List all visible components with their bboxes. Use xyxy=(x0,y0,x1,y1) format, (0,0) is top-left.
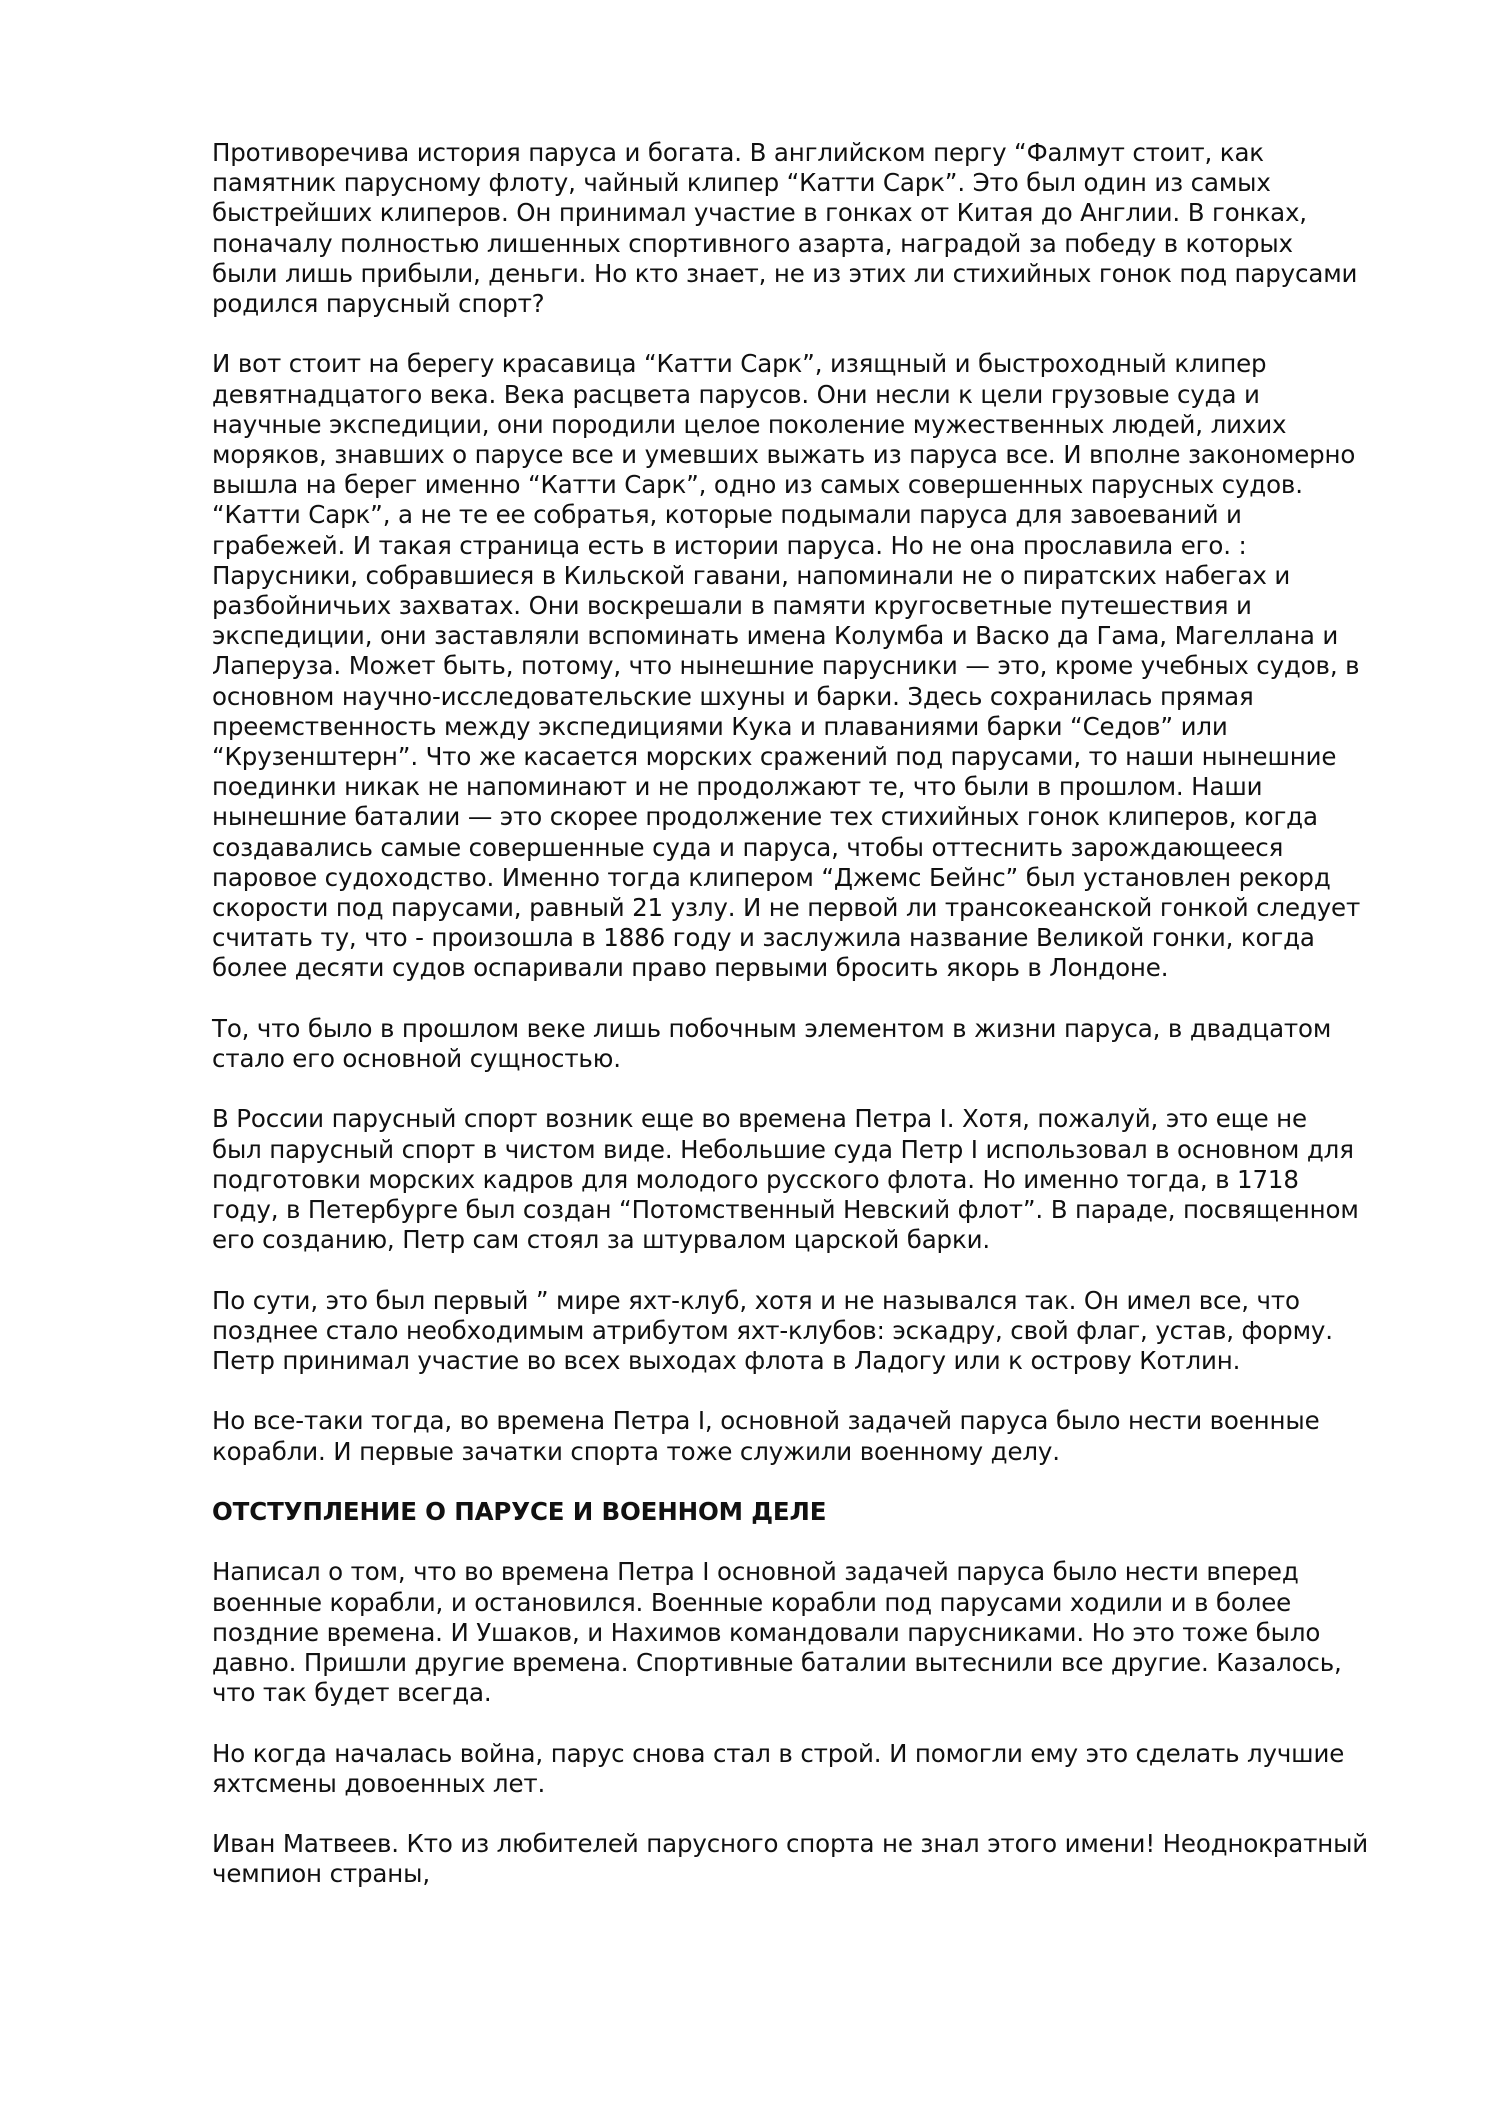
text-line: был парусный спорт в чистом виде. Небольшие суда Петр I использовал в основном для xyxy=(212,1134,1354,1164)
text-line: По сути, это был первый ” мире яхт-клуб, хотя и не назывался так. Он имел все, что xyxy=(212,1285,1300,1315)
text-line: Лаперуза. Может быть, потому, что нынешние парусники — это, кроме учебных судов, в xyxy=(212,651,1360,681)
text-line: давно. Пришли другие времена. Спортивные баталии вытеснили все другие. Казалось, xyxy=(212,1648,1342,1678)
text-line: поздние времена. И Ушаков, и Нахимов командовали парусниками. Но это тоже было xyxy=(212,1617,1321,1647)
paragraph xyxy=(212,1406,1412,1466)
text-line: моряков, знавших о парусе все и умевших выжать из паруса все. И вполне закономерно xyxy=(212,440,1356,470)
text-line: Петр принимал участие во всех выходах флота в Ладогу или к острову Котлин. xyxy=(212,1346,1241,1376)
text-line: яхтсмены довоенных лет. xyxy=(212,1768,546,1798)
text-line: чемпион страны, xyxy=(212,1859,430,1889)
paragraph xyxy=(212,1286,1412,1377)
text-line: поначалу полностью лишенных спортивного азарта, наградой за победу в которых xyxy=(212,228,1293,258)
text-line: позднее стало необходимым атрибутом яхт-клубов: эскадру, свой флаг, устав, форму. xyxy=(212,1315,1333,1345)
document-page xyxy=(212,138,1412,1920)
text-line: Но когда началась война, парус снова стал в строй. И помогли ему это сделать лучшие xyxy=(212,1738,1345,1768)
text-line: подготовки морских кадров для молодого русского флота. Но именно тогда, в 1718 xyxy=(212,1164,1299,1194)
text-line: экспедиции, они заставляли вспоминать имена Колумба и Васко да Гама, Магеллана и xyxy=(212,621,1339,651)
paragraph xyxy=(212,349,1412,983)
text-line: В России парусный спорт возник еще во времена Петра I. Хотя, пожалуй, это еще не xyxy=(212,1104,1307,1134)
paragraph xyxy=(212,1104,1412,1255)
text-line: стало его основной сущностью. xyxy=(212,1044,621,1074)
text-line: Парусники, собравшиеся в Кильской гавани, напоминали не о пиратских набегах и xyxy=(212,560,1291,590)
text-line: основном научно-исследовательские шхуны и барки. Здесь сохранилась прямая xyxy=(212,681,1254,711)
text-line: Противоречива история паруса и богата. В английском пергу “Фалмут стоит, как xyxy=(212,138,1264,167)
text-line: “Катти Сарк”, а не те ее собратья, которые подымали паруса для завоеваний и xyxy=(212,500,1242,530)
section-heading: ОТСТУПЛЕНИЕ О ПАРУСЕ И ВОЕННОМ ДЕЛЕ xyxy=(212,1497,827,1527)
text-line: вышла на берег именно “Катти Сарк”, одно из самых совершенных парусных судов. xyxy=(212,470,1303,500)
paragraph xyxy=(212,1014,1412,1074)
text-line: были лишь прибыли, деньги. Но кто знает, не из этих ли стихийных гонок под парусами xyxy=(212,258,1358,288)
text-line: родился парусный спорт? xyxy=(212,289,545,319)
text-line: быстрейших клиперов. Он принимал участие в гонках от Китая до Англии. В гонках, xyxy=(212,198,1307,228)
paragraph xyxy=(212,138,1412,319)
text-line: преемственность между экспедициями Кука и плаваниями барки “Седов” или xyxy=(212,711,1228,741)
text-line: разбойничьих захватах. Они воскрешали в памяти кругосветные путешествия и xyxy=(212,591,1252,621)
text-line: памятник парусному флоту, чайный клипер “Катти Сарк”. Это был один из самых xyxy=(212,168,1271,198)
text-line: более десяти судов оспаривали право первыми бросить якорь в Лондоне. xyxy=(212,953,1169,983)
paragraph xyxy=(212,1557,1412,1708)
paragraph xyxy=(212,1739,1412,1799)
text-line: что так будет всегда. xyxy=(212,1678,492,1708)
text-line: поединки никак не напоминают и не продолжают те, что были в прошлом. Наши xyxy=(212,772,1263,802)
text-line: научные экспедиции, они породили целое поколение мужественных людей, лихих xyxy=(212,409,1287,439)
text-line: Иван Матвеев. Кто из любителей парусного спорта не знал этого имени! Неоднократный xyxy=(212,1829,1369,1859)
text-line: создавались самые совершенные суда и паруса, чтобы оттеснить зарождающееся xyxy=(212,832,1284,862)
text-line: Написал о том, что во времена Петра I основной задачей паруса было нести вперед xyxy=(212,1557,1299,1587)
text-line: нынешние баталии — это скорее продолжение тех стихийных гонок клиперов, когда xyxy=(212,802,1318,832)
text-line: То, что было в прошлом веке лишь побочным элементом в жизни паруса, в двадцатом xyxy=(212,1013,1332,1043)
text-line: И вот стоит на берегу красавица “Катти Сарк”, изящный и быстроходный клипер xyxy=(212,349,1267,379)
text-line: корабли. И первые зачатки спорта тоже служили военному делу. xyxy=(212,1436,1060,1466)
text-line: грабежей. И такая страница есть в истории паруса. Но не она прославила его. : xyxy=(212,530,1247,560)
paragraph xyxy=(212,1829,1412,1889)
text-line: его созданию, Петр сам стоял за штурвалом царской барки. xyxy=(212,1225,991,1255)
text-line: считать ту, что - произошла в 1886 году и заслужила название Великой гонки, когда xyxy=(212,923,1315,953)
text-line: военные корабли, и остановился. Военные корабли под парусами ходили и в более xyxy=(212,1587,1292,1617)
text-line: Но все-таки тогда, во времена Петра I, основной задачей паруса было нести военные xyxy=(212,1406,1320,1436)
text-line: скорости под парусами, равный 21 узлу. И не первой ли трансокеанской гонкой следует xyxy=(212,893,1361,923)
text-line: “Крузенштерн”. Что же касается морских сражений под парусами, то наши нынешние xyxy=(212,742,1337,772)
text-line: паровое судоходство. Именно тогда клипером “Джемс Бейнс” был установлен рекорд xyxy=(212,862,1331,892)
text-line: девятнадцатого века. Века расцвета парусов. Они несли к цели грузовые суда и xyxy=(212,379,1260,409)
text-line: году, в Петербурге был создан “Потомственный Невский флот”. В параде, посвященном xyxy=(212,1195,1359,1225)
